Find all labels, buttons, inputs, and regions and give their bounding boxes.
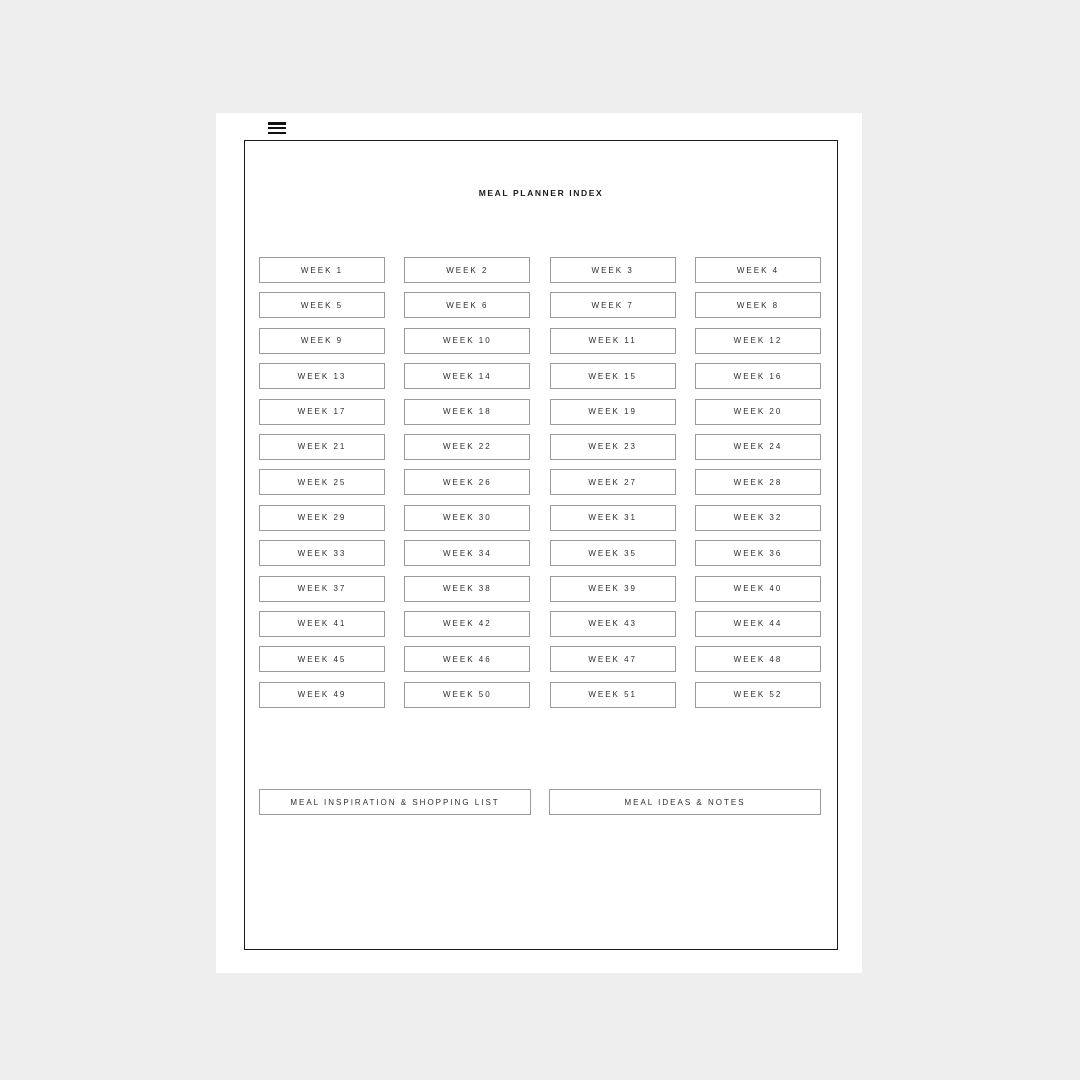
- week-button-34[interactable]: WEEK 34: [404, 540, 530, 566]
- week-button-13[interactable]: WEEK 13: [259, 363, 385, 389]
- week-button-32[interactable]: WEEK 32: [695, 505, 821, 531]
- footer-button-ideas-notes[interactable]: MEAL IDEAS & NOTES: [549, 789, 821, 815]
- week-button-25[interactable]: WEEK 25: [259, 469, 385, 495]
- hamburger-bar: [268, 127, 286, 130]
- week-button-14[interactable]: WEEK 14: [404, 363, 530, 389]
- week-button-46[interactable]: WEEK 46: [404, 646, 530, 672]
- week-button-17[interactable]: WEEK 17: [259, 399, 385, 425]
- week-button-44[interactable]: WEEK 44: [695, 611, 821, 637]
- week-button-3[interactable]: WEEK 3: [550, 257, 676, 283]
- week-button-12[interactable]: WEEK 12: [695, 328, 821, 354]
- footer-button-shopping-list[interactable]: MEAL INSPIRATION & SHOPPING LIST: [259, 789, 531, 815]
- week-button-16[interactable]: WEEK 16: [695, 363, 821, 389]
- week-button-18[interactable]: WEEK 18: [404, 399, 530, 425]
- week-button-11[interactable]: WEEK 11: [550, 328, 676, 354]
- week-button-10[interactable]: WEEK 10: [404, 328, 530, 354]
- week-button-31[interactable]: WEEK 31: [550, 505, 676, 531]
- week-button-29[interactable]: WEEK 29: [259, 505, 385, 531]
- week-button-8[interactable]: WEEK 8: [695, 292, 821, 318]
- week-button-6[interactable]: WEEK 6: [404, 292, 530, 318]
- week-button-47[interactable]: WEEK 47: [550, 646, 676, 672]
- week-button-39[interactable]: WEEK 39: [550, 576, 676, 602]
- page-title: MEAL PLANNER INDEX: [478, 188, 604, 198]
- week-button-49[interactable]: WEEK 49: [259, 682, 385, 708]
- hamburger-bar: [268, 132, 286, 135]
- week-button-43[interactable]: WEEK 43: [550, 611, 676, 637]
- hamburger-bar: [268, 122, 286, 125]
- week-button-30[interactable]: WEEK 30: [404, 505, 530, 531]
- week-button-45[interactable]: WEEK 45: [259, 646, 385, 672]
- hamburger-menu-icon[interactable]: [268, 122, 286, 134]
- week-button-19[interactable]: WEEK 19: [550, 399, 676, 425]
- week-button-41[interactable]: WEEK 41: [259, 611, 385, 637]
- week-button-5[interactable]: WEEK 5: [259, 292, 385, 318]
- footer-buttons: [259, 789, 821, 815]
- week-button-27[interactable]: WEEK 27: [550, 469, 676, 495]
- week-button-15[interactable]: WEEK 15: [550, 363, 676, 389]
- week-button-42[interactable]: WEEK 42: [404, 611, 530, 637]
- week-button-23[interactable]: WEEK 23: [550, 434, 676, 460]
- week-button-28[interactable]: WEEK 28: [695, 469, 821, 495]
- week-grid: [259, 257, 821, 708]
- week-button-24[interactable]: WEEK 24: [695, 434, 821, 460]
- week-button-1[interactable]: WEEK 1: [259, 257, 385, 283]
- week-button-33[interactable]: WEEK 33: [259, 540, 385, 566]
- week-button-50[interactable]: WEEK 50: [404, 682, 530, 708]
- week-button-20[interactable]: WEEK 20: [695, 399, 821, 425]
- week-button-4[interactable]: WEEK 4: [695, 257, 821, 283]
- week-button-52[interactable]: WEEK 52: [695, 682, 821, 708]
- week-button-51[interactable]: WEEK 51: [550, 682, 676, 708]
- index-frame: [244, 140, 838, 950]
- week-button-22[interactable]: WEEK 22: [404, 434, 530, 460]
- week-button-38[interactable]: WEEK 38: [404, 576, 530, 602]
- week-button-40[interactable]: WEEK 40: [695, 576, 821, 602]
- week-button-37[interactable]: WEEK 37: [259, 576, 385, 602]
- week-button-9[interactable]: WEEK 9: [259, 328, 385, 354]
- week-button-26[interactable]: WEEK 26: [404, 469, 530, 495]
- week-button-2[interactable]: WEEK 2: [404, 257, 530, 283]
- week-button-7[interactable]: WEEK 7: [550, 292, 676, 318]
- planner-page: [216, 113, 862, 973]
- week-button-36[interactable]: WEEK 36: [695, 540, 821, 566]
- week-button-21[interactable]: WEEK 21: [259, 434, 385, 460]
- week-button-35[interactable]: WEEK 35: [550, 540, 676, 566]
- week-button-48[interactable]: WEEK 48: [695, 646, 821, 672]
